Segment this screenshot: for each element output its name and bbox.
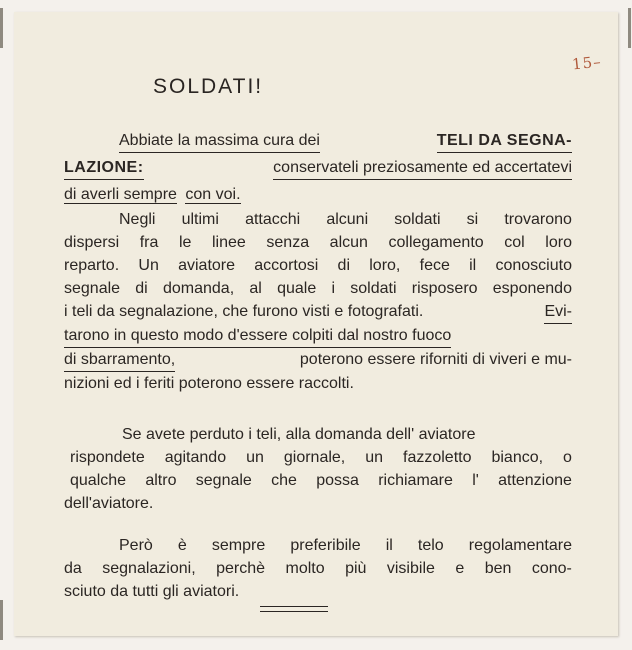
paragraph-1 xyxy=(64,129,572,206)
word: più xyxy=(345,560,367,577)
word: accortosi xyxy=(254,257,319,274)
word: attacchi xyxy=(245,211,301,228)
word: e xyxy=(455,560,465,577)
word: o xyxy=(563,449,572,466)
word: conosciuto xyxy=(495,257,572,274)
word: telo xyxy=(417,537,444,554)
word: bianco, xyxy=(491,449,544,466)
p1-line-1a: Abbiate la massima cura dei xyxy=(119,129,320,153)
word: preferibile xyxy=(290,537,361,554)
word: ben xyxy=(484,560,512,577)
word: i xyxy=(331,280,336,297)
word: rispondete xyxy=(70,449,145,466)
word: di xyxy=(337,257,350,274)
word: regolamentare xyxy=(468,537,572,554)
p4-line-2 xyxy=(64,557,572,580)
word: segnale xyxy=(64,280,121,297)
word: alcun xyxy=(329,234,368,251)
word: altro xyxy=(145,472,177,489)
p2-line-4 xyxy=(64,277,572,300)
p2-line-2 xyxy=(64,231,572,254)
page-title: SOLDATI! xyxy=(153,75,264,98)
word: soldati xyxy=(394,211,441,228)
word: trovarono xyxy=(504,211,572,228)
word: cono- xyxy=(531,560,572,577)
word: perchè xyxy=(216,560,266,577)
word: agitando xyxy=(164,449,227,466)
word: le xyxy=(178,234,192,251)
word: il xyxy=(469,257,477,274)
scan-edge-mark xyxy=(628,8,631,48)
p2-line-1 xyxy=(64,208,572,231)
paragraph-3 xyxy=(64,423,572,515)
word: aviatore xyxy=(178,257,236,274)
word: fece xyxy=(419,257,450,274)
p2-underlined-evi: Evi- xyxy=(544,300,572,324)
word: fazzoletto xyxy=(403,449,472,466)
word: loro xyxy=(545,234,572,251)
p1-line-1b: TELI DA SEGNA- xyxy=(437,129,572,153)
word: l' xyxy=(472,472,479,489)
p1-line-2b: conservateli preziosamente ed accertatevi xyxy=(273,156,572,180)
word: un xyxy=(365,449,384,466)
scan-edge-mark xyxy=(0,600,3,640)
handwritten-annotation: 15– xyxy=(571,52,603,74)
word: Però xyxy=(119,537,153,554)
word: segnalazioni, xyxy=(102,560,196,577)
p2-line-6: tarono in questo modo d'essere colpiti dal nostro fuoco xyxy=(64,324,572,348)
scan-edge-mark xyxy=(0,8,3,48)
closing-rule-top xyxy=(260,606,328,607)
p3-line-3 xyxy=(64,469,572,492)
p3-line-4: dell'aviatore. xyxy=(64,495,154,512)
word: sempre xyxy=(211,537,266,554)
word: loro, xyxy=(369,257,401,274)
word: Un xyxy=(138,257,159,274)
word: molto xyxy=(285,560,325,577)
word: che xyxy=(271,472,297,489)
paragraph-2 xyxy=(64,208,572,395)
p2-line-5: i teli da segnalazione, che furono visti e fotografati. Evi- xyxy=(64,300,572,324)
word: qualche xyxy=(70,472,127,489)
p4-line-3: sciuto da tutti gli aviatori. xyxy=(64,583,240,600)
p3-line-2 xyxy=(64,446,572,469)
word: segnale xyxy=(195,472,252,489)
word: al xyxy=(249,280,262,297)
word: col xyxy=(504,234,525,251)
word: un xyxy=(246,449,264,466)
paragraph-4 xyxy=(64,534,572,603)
p2-line-8: nizioni ed i feriti poterono essere raccolti. xyxy=(64,375,354,392)
word: possa xyxy=(316,472,359,489)
word: ultimi xyxy=(181,211,219,228)
word: soldati xyxy=(350,280,397,297)
word: di xyxy=(135,280,148,297)
p3-line-1: Se avete perduto i teli, alla domanda dell' aviatore xyxy=(122,426,476,443)
word: linee xyxy=(212,234,246,251)
p2-line-3 xyxy=(64,254,572,277)
word: è xyxy=(177,537,187,554)
word: risposero xyxy=(411,280,478,297)
p1-line-3b: con voi. xyxy=(185,186,241,203)
word: alcuni xyxy=(326,211,369,228)
word: esponendo xyxy=(492,280,572,297)
closing-rule-bottom xyxy=(260,611,328,612)
word: si xyxy=(466,211,479,228)
word: attenzione xyxy=(498,472,572,489)
word: domanda, xyxy=(162,280,235,297)
word: il xyxy=(385,537,393,554)
p4-line-1 xyxy=(64,534,572,557)
p1-line-2a: LAZIONE: xyxy=(64,156,144,180)
word: senza xyxy=(266,234,310,251)
word: fra xyxy=(139,234,159,251)
word: visibile xyxy=(386,560,435,577)
p1-line-3a: di averli sempre xyxy=(64,186,177,203)
word: da xyxy=(64,560,82,577)
word: collegamento xyxy=(388,234,484,251)
word: dispersi xyxy=(64,234,120,251)
word: quale xyxy=(277,280,317,297)
word: Negli xyxy=(119,211,156,228)
word: reparto. xyxy=(64,257,120,274)
word: giornale, xyxy=(283,449,346,466)
word: richiamare xyxy=(378,472,453,489)
p2-line-7: di sbarramento, poterono essere riforniti di viveri e mu- xyxy=(64,348,572,372)
